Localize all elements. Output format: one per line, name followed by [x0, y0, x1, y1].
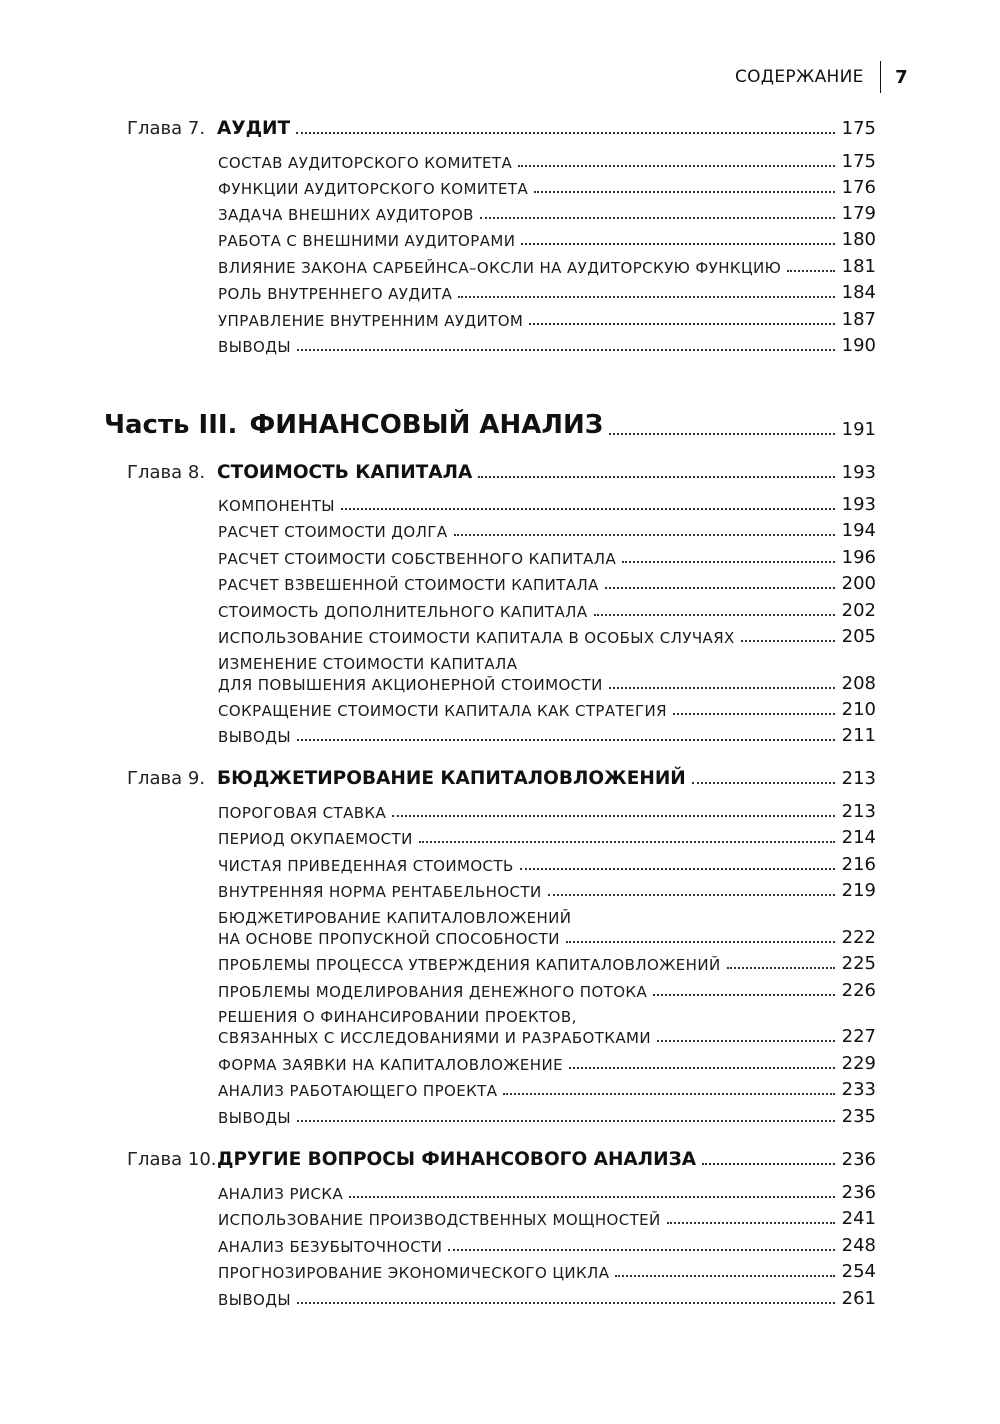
entry-page: 190 [841, 335, 876, 356]
toc-entry[interactable] [218, 1182, 876, 1203]
chapter-page: 236 [841, 1149, 876, 1170]
toc-entry[interactable] [218, 699, 876, 720]
chapter-page: 213 [841, 768, 876, 789]
dot-leader [702, 1163, 835, 1165]
part-title: ФИНАНСОВЫЙ АНАЛИЗ [249, 410, 604, 440]
entry-page: 200 [841, 573, 876, 594]
entry-title: ДЛЯ ПОВЫШЕНИЯ АКЦИОНЕРНОЙ СТОИМОСТИ [218, 676, 603, 694]
toc-entry[interactable] [218, 1008, 876, 1047]
page-number: 7 [895, 66, 908, 88]
dot-leader [566, 941, 835, 943]
toc-entry[interactable] [218, 177, 876, 198]
entry-page: 181 [841, 256, 876, 277]
toc-entry[interactable] [218, 801, 876, 822]
toc-entry[interactable] [218, 1235, 876, 1256]
entry-page: 261 [841, 1288, 876, 1309]
dot-leader [609, 687, 835, 689]
entry-title: ФОРМА ЗАЯВКИ НА КАПИТАЛОВЛОЖЕНИЕ [218, 1056, 563, 1074]
toc-entry[interactable] [218, 1053, 876, 1074]
toc-entry[interactable] [218, 203, 876, 224]
entry-title: ИСПОЛЬЗОВАНИЕ СТОИМОСТИ КАПИТАЛА В ОСОБЫХ СЛУЧАЯХ [218, 629, 735, 647]
dot-leader [296, 132, 834, 134]
dot-leader [341, 508, 835, 510]
dot-leader [622, 561, 834, 563]
entry-title: ВЫВОДЫ [218, 728, 291, 746]
dot-leader [667, 1222, 835, 1224]
chapter-label: Глава 10. [127, 1149, 217, 1170]
entry-page: 241 [841, 1208, 876, 1229]
entry-title-line1: ИЗМЕНЕНИЕ СТОИМОСТИ КАПИТАЛА [218, 655, 518, 673]
toc-chapter-10[interactable] [127, 1149, 876, 1170]
toc-entry[interactable] [218, 655, 876, 694]
toc-chapter-9[interactable] [127, 768, 876, 789]
entry-title-line1: РЕШЕНИЯ О ФИНАНСИРОВАНИИ ПРОЕКТОВ, [218, 1008, 577, 1026]
entry-title: АНАЛИЗ РАБОТАЮЩЕГО ПРОЕКТА [218, 1082, 498, 1100]
chapter-label: Глава 8. [127, 462, 206, 483]
entry-page: 176 [841, 177, 876, 198]
entry-title: ПЕРИОД ОКУПАЕМОСТИ [218, 830, 413, 848]
entry-page: 236 [841, 1182, 876, 1203]
dot-leader [521, 243, 834, 245]
entry-title: КОМПОНЕНТЫ [218, 497, 335, 515]
entry-page: 187 [841, 309, 876, 330]
chapter-page: 193 [841, 462, 876, 483]
chapter-label: Глава 7. [127, 118, 206, 139]
entry-title: АНАЛИЗ БЕЗУБЫТОЧНОСТИ [218, 1238, 443, 1256]
entry-title: СТОИМОСТЬ ДОПОЛНИТЕЛЬНОГО КАПИТАЛА [218, 603, 588, 621]
chapter-title: ДРУГИЕ ВОПРОСЫ ФИНАНСОВОГО АНАЛИЗА [217, 1149, 697, 1170]
entry-page: 227 [841, 1026, 876, 1047]
entry-title: ПРОБЛЕМЫ МОДЕЛИРОВАНИЯ ДЕНЕЖНОГО ПОТОКА [218, 983, 648, 1001]
chapter-title: АУДИТ [217, 118, 291, 139]
dot-leader [741, 640, 835, 642]
entry-title: ПРОБЛЕМЫ ПРОЦЕССА УТВЕРЖДЕНИЯ КАПИТАЛОВЛОЖЕНИЙ [218, 956, 721, 974]
entry-title: ПОРОГОВАЯ СТАВКА [218, 804, 387, 822]
entry-title: УПРАВЛЕНИЕ ВНУТРЕННИМ АУДИТОМ [218, 312, 524, 330]
toc-entry[interactable] [218, 256, 876, 277]
dot-leader [520, 868, 835, 870]
toc-entry[interactable] [218, 600, 876, 621]
dot-leader [297, 349, 835, 351]
entry-page: 229 [841, 1053, 876, 1074]
entry-title: СВЯЗАННЫХ С ИССЛЕДОВАНИЯМИ И РАЗРАБОТКАМИ [218, 1029, 651, 1047]
running-header [735, 62, 908, 92]
dot-leader [673, 713, 835, 715]
entry-title: ВЫВОДЫ [218, 1109, 291, 1127]
toc-part-3[interactable] [104, 410, 876, 440]
toc-entry[interactable] [218, 880, 876, 901]
toc-entry[interactable] [218, 573, 876, 594]
entry-title: ВНУТРЕННЯЯ НОРМА РЕНТАБЕЛЬНОСТИ [218, 883, 542, 901]
toc-entry[interactable] [218, 1261, 876, 1282]
toc-entry[interactable] [218, 309, 876, 330]
part-label: Часть III. [104, 410, 238, 440]
dot-leader [478, 476, 834, 478]
dot-leader [392, 815, 835, 817]
toc-entry[interactable] [218, 953, 876, 974]
entry-page: 175 [841, 151, 876, 172]
entry-page: 196 [841, 547, 876, 568]
dot-leader [480, 217, 835, 219]
part-page: 191 [841, 419, 876, 440]
header-divider [880, 61, 882, 93]
entry-title: РАБОТА С ВНЕШНИМИ АУДИТОРАМИ [218, 232, 516, 250]
toc-entry[interactable] [218, 282, 876, 303]
entry-title: РАСЧЕТ СТОИМОСТИ СОБСТВЕННОГО КАПИТАЛА [218, 550, 617, 568]
dot-leader [529, 323, 834, 325]
entry-title: ЧИСТАЯ ПРИВЕДЕННАЯ СТОИМОСТЬ [218, 857, 514, 875]
entry-title: ЗАДАЧА ВНЕШНИХ АУДИТОРОВ [218, 206, 474, 224]
entry-page: 205 [841, 626, 876, 647]
entry-page: 222 [841, 927, 876, 948]
entry-title: ФУНКЦИИ АУДИТОРСКОГО КОМИТЕТА [218, 180, 529, 198]
entry-title: ВЫВОДЫ [218, 338, 291, 356]
dot-leader [297, 739, 835, 741]
entry-page: 180 [841, 229, 876, 250]
dot-leader [692, 782, 835, 784]
dot-leader [458, 296, 834, 298]
dot-leader [454, 534, 835, 536]
entry-page: 233 [841, 1079, 876, 1100]
dot-leader [534, 191, 835, 193]
entry-page: 216 [841, 854, 876, 875]
entry-page: 210 [841, 699, 876, 720]
toc-entry[interactable] [218, 547, 876, 568]
chapter-title: БЮДЖЕТИРОВАНИЕ КАПИТАЛОВЛОЖЕНИЙ [217, 768, 686, 789]
entry-page: 226 [841, 980, 876, 1001]
dot-leader [787, 270, 834, 272]
entry-title: РАСЧЕТ СТОИМОСТИ ДОЛГА [218, 523, 448, 541]
dot-leader [297, 1120, 835, 1122]
entry-title: РОЛЬ ВНУТРЕННЕГО АУДИТА [218, 285, 453, 303]
entry-page: 194 [841, 520, 876, 541]
toc-chapter-8[interactable] [127, 462, 876, 483]
entry-page: 225 [841, 953, 876, 974]
toc-entry[interactable] [218, 1106, 876, 1127]
toc-entry[interactable] [218, 520, 876, 541]
entry-page: 235 [841, 1106, 876, 1127]
dot-leader [297, 1302, 835, 1304]
toc-entry[interactable] [218, 494, 876, 515]
toc-entry[interactable] [218, 980, 876, 1001]
dot-leader [548, 894, 835, 896]
dot-leader [569, 1067, 835, 1069]
entry-title: ИСПОЛЬЗОВАНИЕ ПРОИЗВОДСТВЕННЫХ МОЩНОСТЕЙ [218, 1211, 661, 1229]
dot-leader [419, 841, 835, 843]
entry-page: 254 [841, 1261, 876, 1282]
entry-page: 213 [841, 801, 876, 822]
toc-entry[interactable] [218, 151, 876, 172]
entry-page: 208 [841, 673, 876, 694]
entry-title: СОКРАЩЕНИЕ СТОИМОСТИ КАПИТАЛА КАК СТРАТЕГИЯ [218, 702, 667, 720]
entry-title: ВЫВОДЫ [218, 1291, 291, 1309]
dot-leader [615, 1275, 834, 1277]
chapter-title: СТОИМОСТЬ КАПИТАЛА [217, 462, 473, 483]
toc-entry[interactable] [218, 626, 876, 647]
toc-entry[interactable] [218, 229, 876, 250]
dot-leader [448, 1249, 834, 1251]
toc-entry[interactable] [218, 909, 876, 948]
entry-page: 193 [841, 494, 876, 515]
entry-title: ВЛИЯНИЕ ЗАКОНА САРБЕЙНСА–ОКСЛИ НА АУДИТОРСКУЮ ФУНКЦИЮ [218, 259, 782, 277]
entry-page: 202 [841, 600, 876, 621]
toc-chapter-7[interactable] [127, 118, 876, 139]
toc-entry[interactable] [218, 1288, 876, 1309]
dot-leader [609, 433, 834, 435]
dot-leader [653, 994, 834, 996]
dot-leader [518, 165, 835, 167]
entry-title: АНАЛИЗ РИСКА [218, 1185, 344, 1203]
dot-leader [657, 1040, 835, 1042]
entry-page: 219 [841, 880, 876, 901]
entry-title: НА ОСНОВЕ ПРОПУСКНОЙ СПОСОБНОСТИ [218, 930, 560, 948]
entry-page: 214 [841, 827, 876, 848]
dot-leader [727, 967, 835, 969]
dot-leader [349, 1196, 835, 1198]
toc-entry[interactable] [218, 725, 876, 746]
entry-title: РАСЧЕТ ВЗВЕШЕННОЙ СТОИМОСТИ КАПИТАЛА [218, 576, 599, 594]
entry-page: 179 [841, 203, 876, 224]
entry-page: 248 [841, 1235, 876, 1256]
chapter-label: Глава 9. [127, 768, 206, 789]
toc-entry[interactable] [218, 335, 876, 356]
entry-page: 211 [841, 725, 876, 746]
entry-page: 184 [841, 282, 876, 303]
toc-entry[interactable] [218, 1208, 876, 1229]
dot-leader [594, 614, 835, 616]
entry-title: СОСТАВ АУДИТОРСКОГО КОМИТЕТА [218, 154, 513, 172]
toc-entry[interactable] [218, 827, 876, 848]
entry-title: ПРОГНОЗИРОВАНИЕ ЭКОНОМИЧЕСКОГО ЦИКЛА [218, 1264, 610, 1282]
running-header-title: СОДЕРЖАНИЕ [734, 67, 864, 87]
toc-entry[interactable] [218, 1079, 876, 1100]
toc-entry[interactable] [218, 854, 876, 875]
chapter-page: 175 [841, 118, 876, 139]
entry-title-line1: БЮДЖЕТИРОВАНИЕ КАПИТАЛОВЛОЖЕНИЙ [218, 909, 572, 927]
dot-leader [605, 587, 835, 589]
dot-leader [503, 1093, 834, 1095]
